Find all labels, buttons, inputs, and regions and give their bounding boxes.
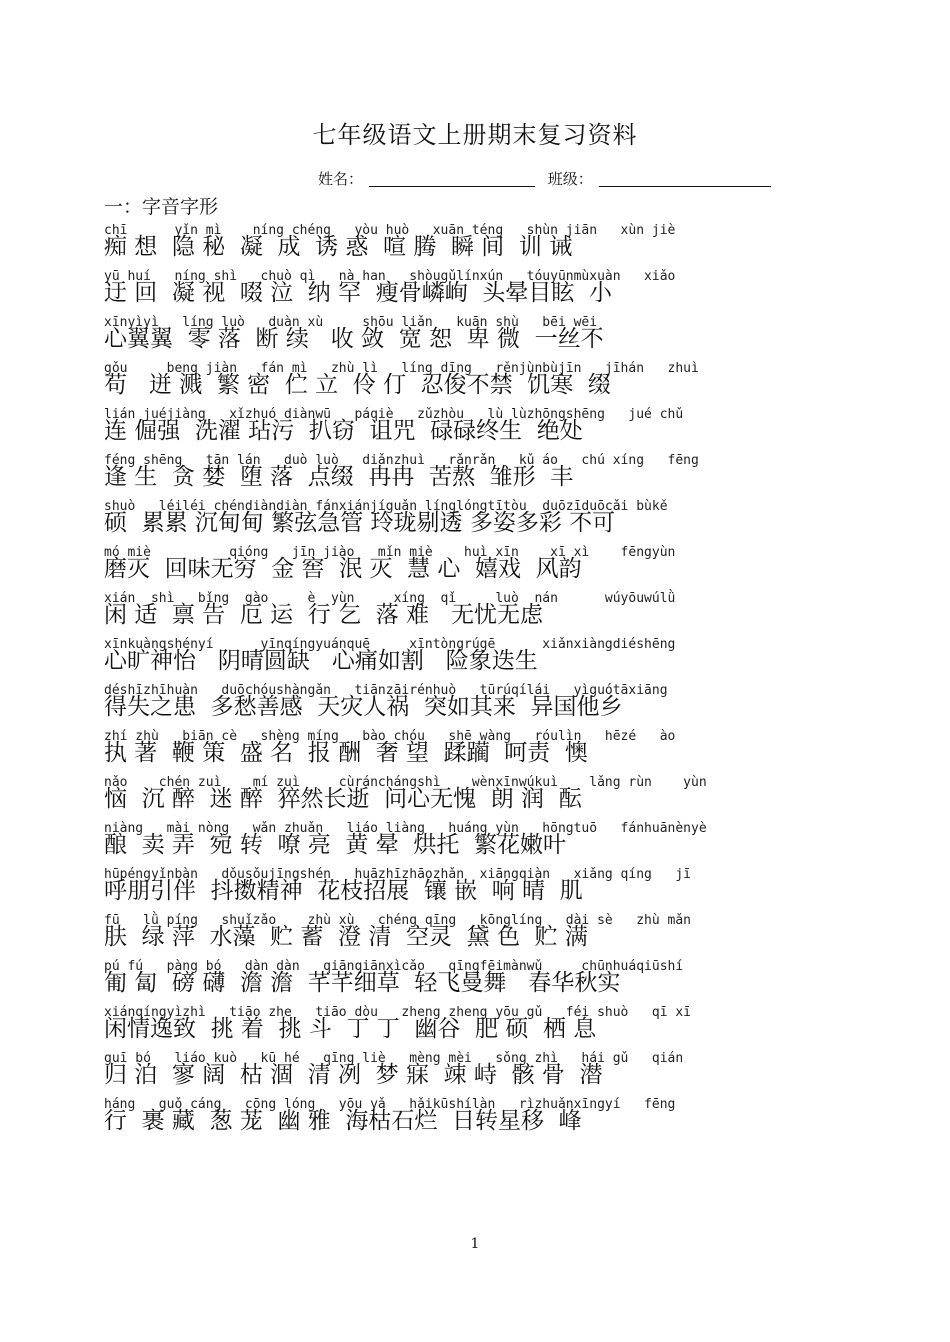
pinyin-row: féng shēng tān lán duò luò diǎnzhuì rǎnrǎn kǔ áo chú xíng fēng (104, 453, 699, 468)
word-line (104, 546, 794, 592)
pinyin-row: hūpéngyǐnbàn dǒusǒujīngshén huāzhīzhāozhǎn xiāngqiàn xiǎng qíng jī (104, 867, 691, 882)
pinyin-row: pú fú pàng bó dàn dàn qiānqiānxìcǎo qīngfēimànwǔ chūnhuáqiūshí (104, 959, 684, 974)
word-line (104, 638, 794, 684)
pinyin-row: mó miè qióng jīn jiào mǐn miè huì xīn xī xì fēngyùn (104, 545, 676, 560)
word-line (104, 776, 794, 822)
hanzi-row: 连 倔强 洗濯 玷污 扒窃 诅咒 碌碌终生 绝处 (104, 418, 583, 444)
hanzi-row: 硕 累累 沉甸甸 繁弦急管 玲珑剔透 多姿多彩 不可 (104, 510, 616, 536)
hanzi-row: 匍 匐 磅 礴 澹 澹 芊芊细草 轻飞曼舞 春华秋实 (104, 970, 621, 996)
hanzi-row: 得失之患 多愁善感 天灾人祸 突如其来 异国他乡 (104, 694, 623, 720)
hanzi-row: 归 泊 寥 阔 枯 涸 清 冽 梦 寐 竦 峙 骸 骨 潜 (104, 1062, 603, 1088)
hanzi-row: 迂 回 凝 视 啜 泣 纳 罕 瘦骨嶙峋 头晕目眩 小 (104, 280, 612, 306)
pinyin-row: déshīzhīhuàn duōchóushàngǎn tiānzāirénhuò tūrúqílái yìguótāxiāng (104, 683, 668, 698)
word-line (104, 1006, 794, 1052)
word-list (104, 224, 794, 1144)
word-line (104, 270, 794, 316)
word-line (104, 914, 794, 960)
pinyin-row: háng guǒ cáng cōng lóng yōu yǎ hǎikūshílàn rìzhuǎnxīngyí fēng (104, 1097, 676, 1112)
pinyin-row: niàng mài nòng wǎn zhuǎn liáo liàng huáng yùn hōngtuō fánhuānènyè (104, 821, 707, 836)
hanzi-row: 心旷神怡 阴晴圆缺 心痛如割 险象迭生 (104, 648, 538, 674)
name-class-bar (318, 168, 779, 189)
hanzi-row: 逢 生 贪 婪 堕 落 点缀 冉冉 苦熬 雏形 丰 (104, 464, 574, 490)
hanzi-row: 闲情逸致 挑 着 挑 斗 丁 丁 幽谷 肥 硕 栖 息 (104, 1016, 597, 1042)
pinyin-row: xīnyìyì líng luò duàn xù shōu liǎn kuān shù bēi wēi (104, 315, 598, 330)
hanzi-row: 酿 卖 弄 宛 转 嘹 亮 黄 晕 烘托 繁花嫩叶 (104, 832, 566, 858)
word-line (104, 316, 794, 362)
hanzi-row: 呼朋引伴 抖擞精神 花枝招展 镶 嵌 响 晴 肌 (104, 878, 583, 904)
pinyin-row: fū lǜ píng shuǐzǎo zhù xù chéng qīng kōnglíng dài sè zhù mǎn (104, 913, 691, 928)
word-line (104, 868, 794, 914)
name-blank-line (369, 170, 535, 187)
pinyin-row: shuò léiléi chéndiàndiàn fánxiánjíguǎn línglóngtītòu duōzīduōcǎi bùkě (104, 499, 668, 514)
pinyin-row: gǒu beng jiàn fán mì zhù lì líng dīng rěnjùnbùjīn jīhán zhuì (104, 361, 699, 376)
hanzi-row: 心翼翼 零 落 断 续 收 敛 宽 恕 卑 微 一丝不 (104, 326, 604, 352)
word-line (104, 684, 794, 730)
hanzi-row: 磨灭 回味无穷 金 窖 泯 灭 慧 心 嬉戏 风韵 (104, 556, 582, 582)
word-line (104, 960, 794, 1006)
pinyin-row: yū huí níng shì chuò qì nà han shòugǔlínxún tóuyūnmùxuàn xiǎo (104, 269, 676, 284)
class-blank-line (599, 170, 771, 187)
hanzi-row: 恼 沉 醉 迷 醉 猝然长逝 问心无愧 朗 润 酝 (104, 786, 582, 812)
hanzi-row: 肤 绿 萍 水藻 贮 蓄 澄 清 空灵 黛 色 贮 满 (104, 924, 588, 950)
name-label: 姓名： (318, 170, 364, 188)
word-line (104, 224, 794, 270)
hanzi-row: 苟 迸 溅 繁 密 伫 立 伶 仃 忍俊不禁 饥寒 缀 (104, 372, 611, 398)
hanzi-row: 闲 适 禀 告 厄 运 行 乞 落 难 无忧无虑 (104, 602, 543, 628)
pinyin-row: nǎo chén zuì mí zuì cùránchángshì wènxīnwúkuì lǎng rùn yùn (104, 775, 707, 790)
pinyin-row: lián juéjiàng xǐzhuó diànwū páqiè zǔzhòu lù lùzhōngshēng jué chǔ (104, 407, 684, 422)
word-line (104, 592, 794, 638)
word-line (104, 730, 794, 776)
pinyin-row: xián shì bǐng gào è yùn xíng qǐ luò nán wúyōuwúlǜ (104, 591, 676, 606)
word-line (104, 454, 794, 500)
word-line (104, 362, 794, 408)
hanzi-row: 痴 想 隐 秘 凝 成 诱 惑 喧 腾 瞬 间 训 诫 (104, 234, 573, 260)
pinyin-row: xiánqíngyìzhì tiāo zhe tiāo dòu zheng zheng yōu gǔ féi shuò qī xī (104, 1005, 691, 1020)
pinyin-row: xīnkuàngshényí yīnqíngyuánquē xīntòngrúgē xiǎnxiàngdiéshēng (104, 637, 676, 652)
hanzi-row: 行 裹 藏 葱 茏 幽 雅 海枯石烂 日转星移 峰 (104, 1108, 582, 1134)
pinyin-row: guī bó liáo kuò kū hé qīng liè mèng mèi sǒng zhì hái gǔ qián (104, 1051, 684, 1066)
word-line (104, 1052, 794, 1098)
word-line (104, 822, 794, 868)
section-heading: 一：字音字形 (104, 196, 219, 218)
hanzi-row: 执 著 鞭 策 盛 名 报 酬 奢 望 蹂躏 呵责 懊 (104, 740, 588, 766)
pinyin-row: zhí zhù biān cè shèng míng bào chóu shē wàng róulìn hēzé ào (104, 729, 676, 744)
word-line (104, 500, 794, 546)
class-label: 班级： (547, 170, 593, 188)
page-number: 1 (470, 1236, 480, 1252)
pinyin-row: chī yǐn mì níng chéng yòu huò xuān téng shùn jiān xùn jiè (104, 223, 676, 238)
document-title: 七年级语文上册期末复习资料 (312, 121, 638, 149)
word-line (104, 1098, 794, 1144)
word-line (104, 408, 794, 454)
